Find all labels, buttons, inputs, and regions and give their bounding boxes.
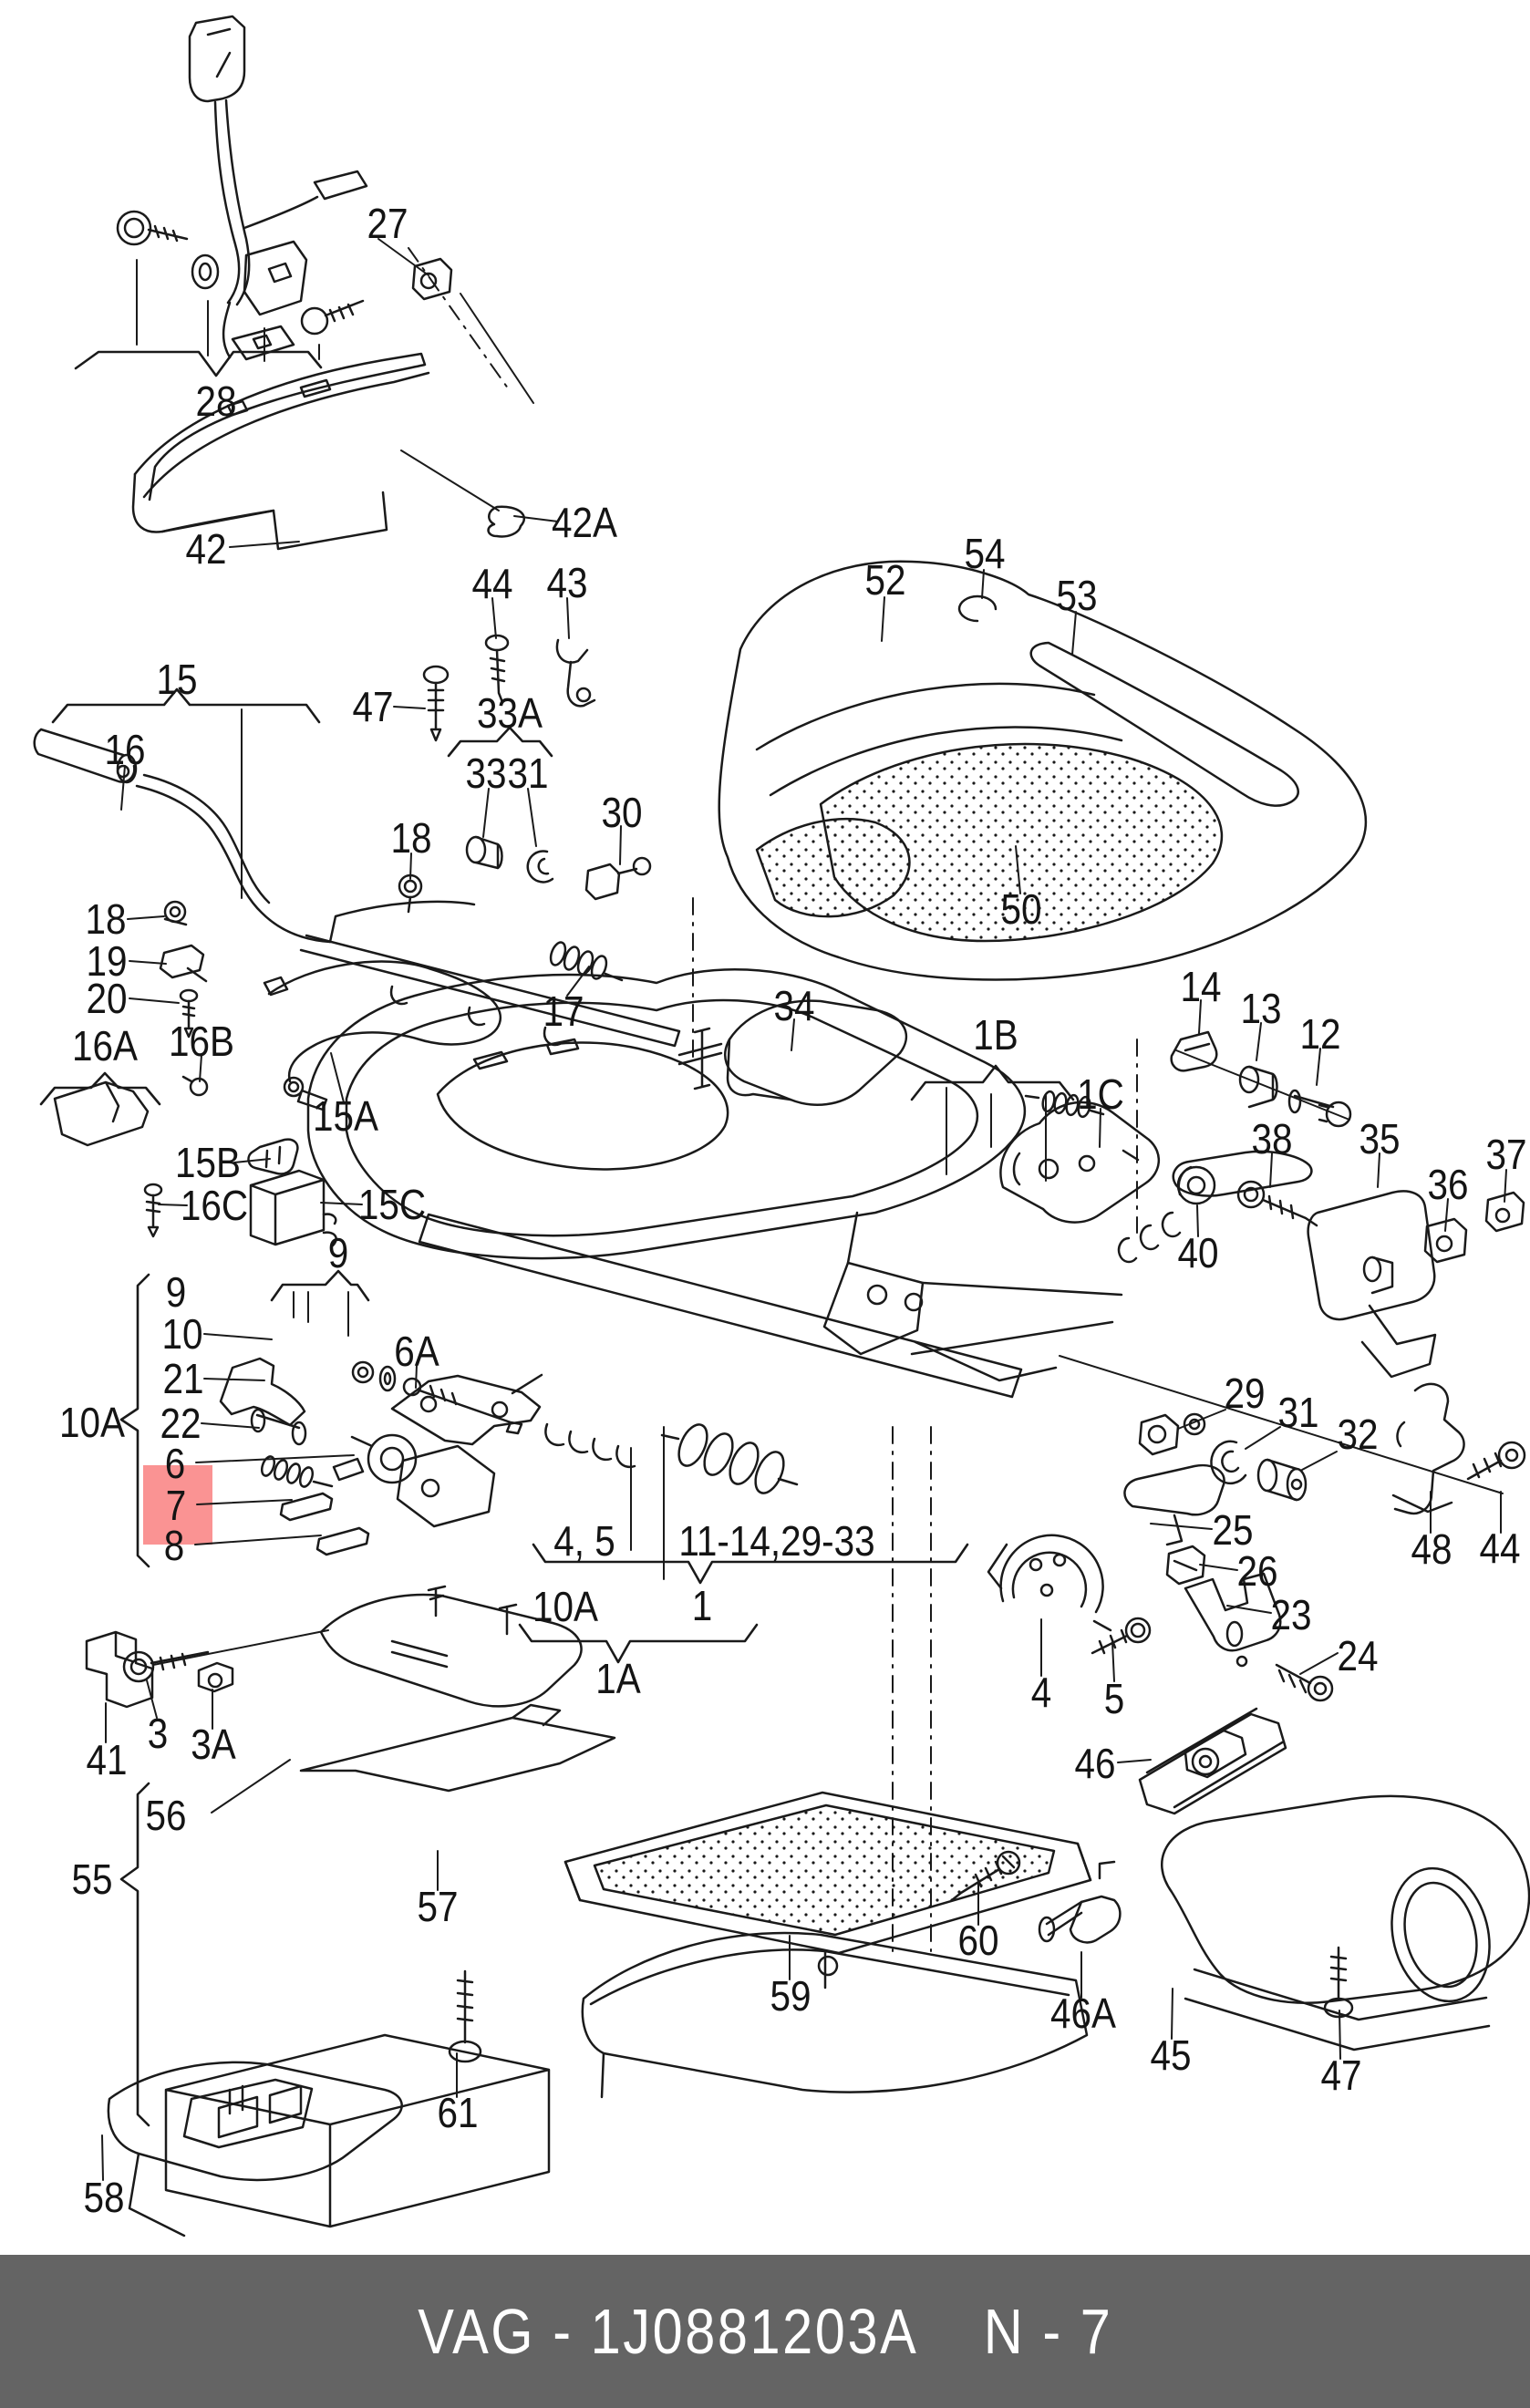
part-label-29: 29 bbox=[1224, 1369, 1266, 1417]
part-label-23: 23 bbox=[1270, 1591, 1312, 1638]
part-label-1: 1 bbox=[691, 1582, 713, 1629]
part-label-40: 40 bbox=[1177, 1229, 1219, 1276]
part-label-9: 9 bbox=[327, 1229, 349, 1276]
part-label-7: 7 bbox=[165, 1482, 187, 1529]
part-label-4-5: 4, 5 bbox=[553, 1517, 615, 1565]
part-label-15c: 15C bbox=[357, 1181, 427, 1228]
part-label-1a: 1A bbox=[595, 1655, 641, 1702]
part-label-11-14-29-33: 11-14,29-33 bbox=[678, 1517, 875, 1565]
part-label-45: 45 bbox=[1150, 2031, 1192, 2079]
seat-frame-art bbox=[308, 969, 1122, 1497]
part-label-31-2: 31 bbox=[1277, 1389, 1319, 1436]
part-label-25: 25 bbox=[1212, 1506, 1254, 1554]
part-label-47-2: 47 bbox=[1320, 2051, 1362, 2099]
part-label-16a: 16A bbox=[71, 1022, 139, 1070]
part-label-1b: 1B bbox=[973, 1011, 1018, 1059]
part-label-13: 13 bbox=[1240, 985, 1282, 1032]
part-label-38: 38 bbox=[1251, 1115, 1293, 1163]
part-label-36: 36 bbox=[1427, 1161, 1469, 1208]
latch-art bbox=[679, 1001, 1311, 1262]
part-label-60: 60 bbox=[957, 1917, 999, 1964]
part-label-41: 41 bbox=[86, 1736, 128, 1783]
part-label-42a: 42A bbox=[551, 499, 618, 546]
part-label-58: 58 bbox=[83, 2174, 125, 2221]
part-label-4: 4 bbox=[1030, 1669, 1052, 1716]
part-label-24: 24 bbox=[1337, 1632, 1379, 1679]
footer-bar bbox=[0, 2255, 1530, 2408]
underbox-art bbox=[87, 1582, 1091, 2236]
part-label-15b: 15B bbox=[174, 1139, 242, 1186]
armrest-art bbox=[952, 1796, 1529, 2050]
part-label-33: 33 bbox=[465, 749, 507, 797]
part-label-44-2: 44 bbox=[1479, 1524, 1521, 1572]
part-label-48: 48 bbox=[1411, 1525, 1452, 1573]
part-label-21: 21 bbox=[162, 1355, 204, 1402]
part-label-47: 47 bbox=[352, 683, 394, 730]
part-label-44: 44 bbox=[471, 560, 513, 607]
part-label-10: 10 bbox=[161, 1310, 203, 1358]
part-label-12: 12 bbox=[1299, 1010, 1341, 1058]
part-label-6: 6 bbox=[164, 1440, 186, 1487]
part-label-15: 15 bbox=[156, 656, 198, 703]
part-label-20: 20 bbox=[86, 975, 128, 1022]
part-label-61: 61 bbox=[437, 2089, 479, 2136]
part-label-16b: 16B bbox=[168, 1018, 235, 1065]
buckle-art bbox=[118, 16, 451, 359]
part-label-15a: 15A bbox=[312, 1092, 379, 1140]
part-label-3: 3 bbox=[147, 1710, 169, 1757]
part-label-59: 59 bbox=[770, 1972, 812, 2020]
part-label-8: 8 bbox=[163, 1522, 185, 1569]
recliner-art bbox=[988, 1384, 1525, 1814]
part-label-32: 32 bbox=[1337, 1411, 1379, 1458]
part-label-52: 52 bbox=[864, 556, 906, 604]
part-label-31: 31 bbox=[507, 749, 549, 797]
footer-page-ref: N - 7 bbox=[983, 2296, 1113, 2367]
part-label-33a: 33A bbox=[476, 689, 543, 737]
part-label-53: 53 bbox=[1056, 572, 1098, 619]
part-label-50: 50 bbox=[1000, 885, 1042, 933]
part-label-22: 22 bbox=[160, 1400, 202, 1447]
part-label-46: 46 bbox=[1074, 1740, 1116, 1787]
part-label-27: 27 bbox=[367, 200, 408, 247]
part-label-10a-2: 10A bbox=[532, 1583, 599, 1630]
section-lines bbox=[408, 248, 1137, 1951]
part-label-46a: 46A bbox=[1049, 1989, 1117, 2037]
part-label-3a: 3A bbox=[191, 1721, 236, 1768]
part-label-35: 35 bbox=[1359, 1115, 1401, 1163]
handle-cable-art bbox=[55, 962, 501, 1245]
part-label-26: 26 bbox=[1236, 1547, 1278, 1595]
backrest-trim-art bbox=[133, 354, 594, 740]
footer-part-number: VAG - 1J0881203A bbox=[417, 2296, 918, 2367]
part-label-1c: 1C bbox=[1077, 1070, 1124, 1118]
part-label-16c: 16C bbox=[180, 1182, 249, 1229]
part-label-6a: 6A bbox=[394, 1328, 439, 1375]
part-label-28: 28 bbox=[195, 377, 237, 425]
part-label-19: 19 bbox=[86, 937, 128, 985]
part-label-10a: 10A bbox=[58, 1399, 126, 1446]
adjuster-parts-art bbox=[221, 1359, 542, 1555]
part-label-42: 42 bbox=[185, 525, 227, 573]
part-label-17: 17 bbox=[543, 987, 584, 1035]
part-label-30: 30 bbox=[601, 789, 643, 836]
part-label-54: 54 bbox=[964, 530, 1006, 577]
part-label-34: 34 bbox=[773, 982, 815, 1029]
part-label-16: 16 bbox=[104, 726, 146, 773]
part-label-55: 55 bbox=[71, 1855, 113, 1903]
side-trim-art bbox=[1172, 1032, 1527, 1377]
part-label-57: 57 bbox=[417, 1883, 459, 1930]
cushion-art bbox=[719, 562, 1366, 980]
part-label-9-2: 9 bbox=[165, 1268, 187, 1316]
part-label-18-2: 18 bbox=[85, 895, 127, 943]
part-label-37: 37 bbox=[1485, 1131, 1527, 1178]
part-label-14: 14 bbox=[1180, 963, 1222, 1010]
part-label-5: 5 bbox=[1103, 1675, 1125, 1722]
part-label-43: 43 bbox=[546, 559, 588, 606]
part-label-18: 18 bbox=[390, 814, 432, 862]
part-label-56: 56 bbox=[145, 1792, 187, 1839]
